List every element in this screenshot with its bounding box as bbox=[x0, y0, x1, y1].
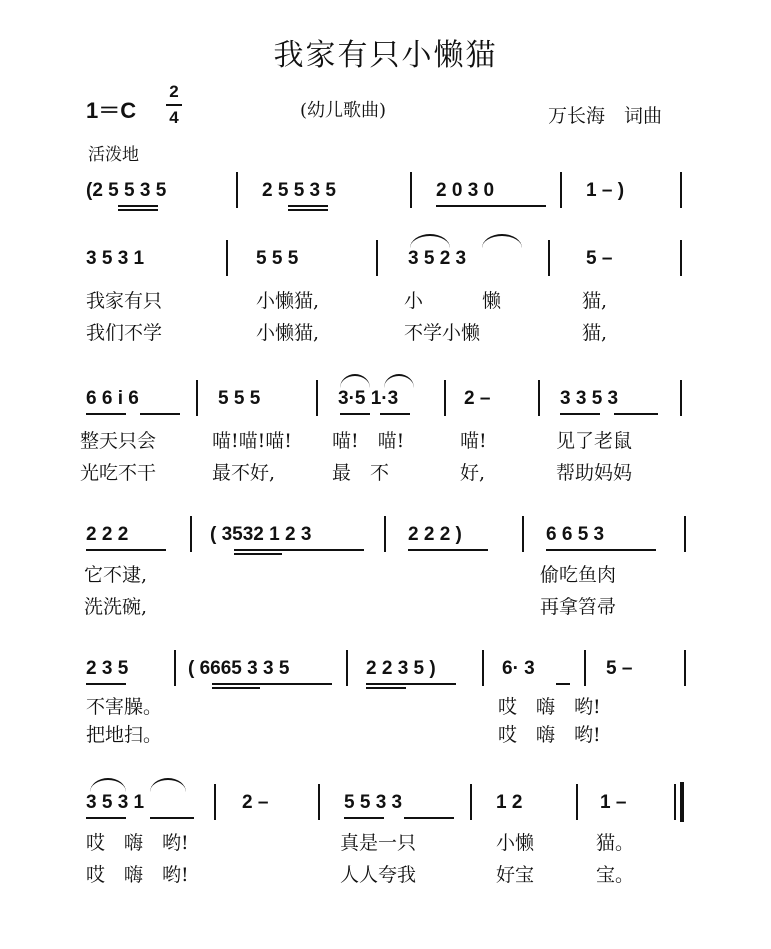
lyric-text: 最 不 bbox=[332, 462, 390, 484]
lyric-text: 哎 嗨 哟! bbox=[86, 864, 189, 886]
slur-mark bbox=[150, 778, 186, 792]
bar-line bbox=[680, 380, 682, 416]
lyric-text: 喵!喵!喵! bbox=[212, 430, 292, 452]
lyric-text: 帮助妈妈 bbox=[556, 462, 633, 484]
lyric-text: 我们不学 bbox=[86, 322, 163, 344]
measure: 1 – bbox=[600, 792, 627, 813]
measure: (2 5 5 3 5 bbox=[86, 180, 167, 201]
underline-beam bbox=[86, 413, 126, 415]
measure: 6· 3 bbox=[502, 658, 535, 679]
underline-beam bbox=[234, 553, 282, 555]
underline-beam bbox=[150, 817, 194, 819]
lyrics-line bbox=[0, 860, 771, 890]
underline-beam bbox=[546, 549, 656, 551]
measure: 3 5 3 1 bbox=[86, 792, 145, 813]
bar-line bbox=[584, 650, 586, 686]
lyrics-line bbox=[0, 426, 771, 456]
lyric-text: 小懒猫, bbox=[256, 290, 320, 312]
bar-line bbox=[316, 380, 318, 416]
final-bar-line-thin bbox=[674, 784, 676, 820]
bar-line bbox=[376, 240, 378, 276]
bar-line bbox=[684, 516, 686, 552]
lyric-text: 见了老鼠 bbox=[556, 430, 633, 452]
underline-beam bbox=[380, 413, 410, 415]
underline-beam bbox=[556, 683, 570, 685]
lyrics-line bbox=[0, 720, 771, 750]
lyrics-line bbox=[0, 692, 771, 722]
measure: 1 – ) bbox=[586, 180, 625, 201]
lyric-text: 哎 嗨 哟! bbox=[498, 696, 601, 718]
lyric-text: 最不好, bbox=[212, 462, 276, 484]
time-signature-bottom: 4 bbox=[169, 108, 179, 127]
lyric-text: 小懒 bbox=[496, 832, 535, 854]
measure: 2 3 5 bbox=[86, 658, 129, 679]
measure: 1 2 bbox=[496, 792, 523, 813]
bar-line bbox=[444, 380, 446, 416]
lyric-text: 小懒猫, bbox=[256, 322, 320, 344]
measure: 5 5 5 bbox=[218, 388, 261, 409]
measure: ( 6665 3 3 5 bbox=[188, 658, 290, 679]
lyrics-line bbox=[0, 828, 771, 858]
lyric-text: 好宝 bbox=[496, 864, 535, 886]
lyric-text: 我家有只 bbox=[86, 290, 163, 312]
bar-line bbox=[236, 172, 238, 208]
bar-line bbox=[384, 516, 386, 552]
song-subtitle: (幼儿歌曲) bbox=[300, 100, 387, 121]
bar-line bbox=[196, 380, 198, 416]
measure: 6 6 5 3 bbox=[546, 524, 605, 545]
underline-beam bbox=[288, 205, 328, 207]
lyric-text: 宝。 bbox=[596, 864, 635, 886]
lyric-text: 好, bbox=[460, 462, 486, 484]
measure: 2 5 5 3 5 bbox=[262, 180, 336, 201]
lyric-text: 它不逮, bbox=[84, 564, 148, 586]
measure: 5 5 5 bbox=[256, 248, 299, 269]
lyric-text: 猫。 bbox=[596, 832, 635, 854]
time-signature-top: 2 bbox=[169, 82, 179, 101]
measure: 2 2 3 5 ) bbox=[366, 658, 436, 679]
measure: 2 – bbox=[464, 388, 491, 409]
song-title: 我家有只小懒猫 bbox=[273, 38, 498, 73]
underline-beam bbox=[366, 683, 456, 685]
bar-line bbox=[560, 172, 562, 208]
measure: 5 – bbox=[606, 658, 633, 679]
lyric-text: 再拿笤帚 bbox=[540, 596, 617, 618]
underline-beam bbox=[366, 687, 406, 689]
underline-beam bbox=[140, 413, 180, 415]
lyric-text: 人人夸我 bbox=[340, 864, 417, 886]
underline-beam bbox=[560, 413, 600, 415]
underline-beam bbox=[118, 205, 158, 207]
lyric-text: 整天只会 bbox=[80, 430, 157, 452]
lyrics-line bbox=[0, 318, 771, 348]
measure: 3 5 3 1 bbox=[86, 248, 145, 269]
bar-line bbox=[482, 650, 484, 686]
underline-beam bbox=[288, 209, 328, 211]
underline-beam bbox=[86, 549, 166, 551]
lyric-text: 喵! 喵! bbox=[332, 430, 405, 452]
bar-line bbox=[226, 240, 228, 276]
bar-line bbox=[346, 650, 348, 686]
bar-line bbox=[548, 240, 550, 276]
slur-mark bbox=[384, 374, 414, 388]
underline-beam bbox=[234, 549, 364, 551]
staff-row-intro bbox=[0, 180, 771, 225]
lyric-text: 喵! bbox=[460, 430, 487, 452]
measure: 2 2 2 bbox=[86, 524, 129, 545]
lyric-text: 小 bbox=[404, 290, 424, 312]
underline-beam bbox=[404, 817, 454, 819]
lyrics-line bbox=[0, 458, 771, 488]
final-bar-line-thick bbox=[680, 782, 684, 822]
key-signature: 1＝C bbox=[86, 98, 137, 123]
slur-mark bbox=[410, 234, 450, 248]
lyric-text: 洗洗碗, bbox=[84, 596, 148, 618]
bar-line bbox=[522, 516, 524, 552]
lyric-text: 猫, bbox=[582, 322, 608, 344]
bar-line bbox=[174, 650, 176, 686]
bar-line bbox=[318, 784, 320, 820]
bar-line bbox=[680, 240, 682, 276]
lyric-text: 把地扫。 bbox=[86, 724, 163, 746]
bar-line bbox=[576, 784, 578, 820]
lyric-text: 哎 嗨 哟! bbox=[86, 832, 189, 854]
underline-beam bbox=[340, 413, 370, 415]
measure: 6 6 i 6 bbox=[86, 388, 139, 409]
lyrics-line bbox=[0, 560, 771, 590]
underline-beam bbox=[86, 683, 126, 685]
underline-beam bbox=[408, 549, 488, 551]
bar-line bbox=[684, 650, 686, 686]
lyric-text: 光吃不干 bbox=[80, 462, 157, 484]
lyric-text: 哎 嗨 哟! bbox=[498, 724, 601, 746]
underline-beam bbox=[212, 683, 332, 685]
measure: ( 3532 1 2 3 bbox=[210, 524, 312, 545]
time-signature bbox=[164, 82, 184, 128]
lyric-text: 不学小懒 bbox=[404, 322, 481, 344]
slur-mark bbox=[482, 234, 522, 248]
bar-line bbox=[470, 784, 472, 820]
lyric-text: 不害臊。 bbox=[86, 696, 163, 718]
measure: 3 5 2 3 bbox=[408, 248, 467, 269]
slur-mark bbox=[90, 778, 126, 792]
measure: 5 – bbox=[586, 248, 613, 269]
underline-beam bbox=[614, 413, 658, 415]
lyrics-line bbox=[0, 592, 771, 622]
author-credit: 万长海 词曲 bbox=[548, 105, 663, 127]
measure: 5 5 3 3 bbox=[344, 792, 403, 813]
lyric-text: 猫, bbox=[582, 290, 608, 312]
bar-line bbox=[538, 380, 540, 416]
measure: 2 2 2 ) bbox=[408, 524, 462, 545]
underline-beam bbox=[436, 205, 546, 207]
underline-beam bbox=[344, 817, 384, 819]
tempo-marking: 活泼地 bbox=[88, 145, 139, 165]
underline-beam bbox=[86, 817, 126, 819]
measure: 2 – bbox=[242, 792, 269, 813]
slur-mark bbox=[340, 374, 370, 388]
time-signature-line bbox=[166, 104, 182, 106]
bar-line bbox=[680, 172, 682, 208]
lyric-text: 懒 bbox=[482, 290, 502, 312]
measure: 3·5 1·3 bbox=[338, 388, 399, 409]
bar-line bbox=[190, 516, 192, 552]
bar-line bbox=[214, 784, 216, 820]
measure: 2 0 3 0 bbox=[436, 180, 495, 201]
underline-beam bbox=[212, 687, 260, 689]
measure: 3 3 5 3 bbox=[560, 388, 619, 409]
lyric-text: 真是一只 bbox=[340, 832, 417, 854]
bar-line bbox=[410, 172, 412, 208]
underline-beam bbox=[118, 209, 158, 211]
lyric-text: 偷吃鱼肉 bbox=[540, 564, 617, 586]
lyrics-line bbox=[0, 286, 771, 316]
